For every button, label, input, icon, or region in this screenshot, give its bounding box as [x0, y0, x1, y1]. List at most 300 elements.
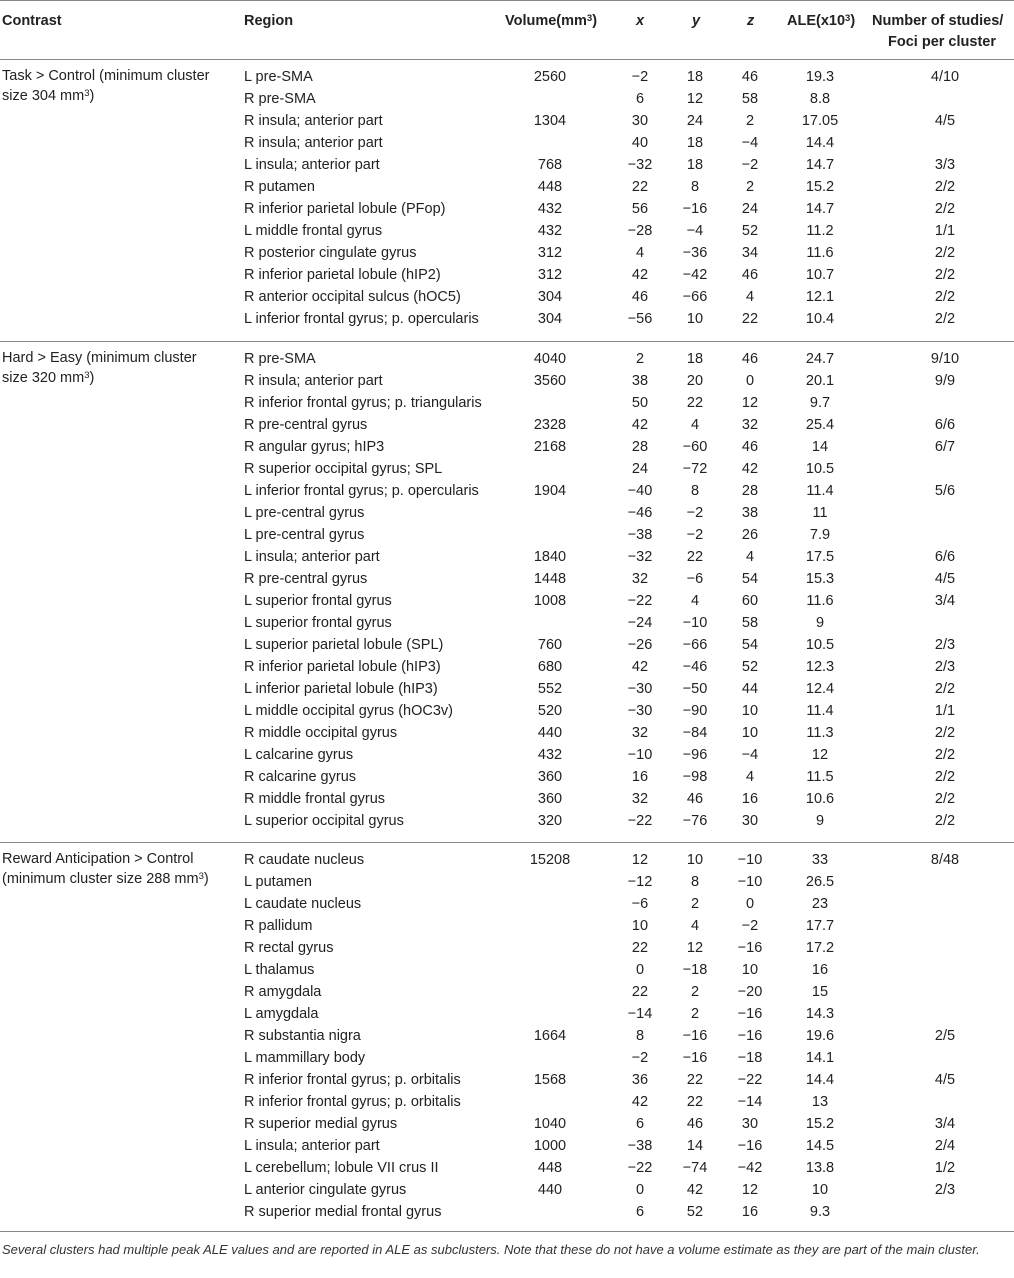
cell-studies: 3/4	[934, 1116, 956, 1132]
cell-studies: 9/9	[934, 373, 956, 389]
cell-volume: 440	[537, 725, 563, 741]
cell-y: −96	[682, 747, 708, 763]
cell-y: −76	[682, 813, 708, 829]
cell-region: R pre-SMA	[244, 91, 316, 107]
cell-region: L superior parietal lobule (SPL)	[244, 637, 444, 653]
cell-x: 42	[631, 267, 649, 283]
cell-x: −2	[631, 1050, 649, 1066]
cell-y: 22	[686, 549, 704, 565]
cell-x: 32	[631, 571, 649, 587]
cell-ale: 33	[811, 852, 829, 868]
cell-x: −22	[627, 813, 653, 829]
cell-y: −4	[686, 223, 704, 239]
cell-region: R pre-central gyrus	[244, 417, 368, 433]
cell-x: 22	[631, 179, 649, 195]
cell-y: −60	[682, 439, 708, 455]
cell-y: 42	[686, 1182, 704, 1198]
cell-volume: 2328	[533, 417, 567, 433]
cell-y: 2	[690, 1006, 700, 1022]
cell-volume: 1664	[533, 1028, 567, 1044]
cell-x: 36	[631, 1072, 649, 1088]
cell-x: 46	[631, 289, 649, 305]
cell-z: 60	[741, 593, 759, 609]
cell-y: 8	[690, 874, 700, 890]
cell-studies: 2/2	[934, 813, 956, 829]
cell-ale: 10.4	[805, 311, 835, 327]
cell-volume: 320	[537, 813, 563, 829]
cell-ale: 15	[811, 984, 829, 1000]
cell-volume: 312	[537, 245, 563, 261]
top-rule	[0, 0, 1014, 1]
header-y: y	[692, 13, 701, 29]
cell-y: −16	[682, 1028, 708, 1044]
cell-studies: 2/2	[934, 725, 956, 741]
cell-studies: 9/10	[930, 351, 960, 367]
cell-region: L middle frontal gyrus	[244, 223, 383, 239]
cell-studies: 2/2	[934, 747, 956, 763]
cell-studies: 2/2	[934, 267, 956, 283]
cell-y: 18	[686, 351, 704, 367]
cell-volume: 2168	[533, 439, 567, 455]
cell-region: R amygdala	[244, 984, 322, 1000]
cell-z: 4	[745, 289, 755, 305]
cell-region: L insula; anterior part	[244, 549, 380, 565]
cell-region: L inferior frontal gyrus; p. opercularis	[244, 483, 479, 499]
cell-ale: 12.4	[805, 681, 835, 697]
cell-ale: 19.6	[805, 1028, 835, 1044]
cell-y: −16	[682, 1050, 708, 1066]
cell-x: 42	[631, 417, 649, 433]
cell-studies: 2/5	[934, 1028, 956, 1044]
cell-region: R middle occipital gyrus	[244, 725, 398, 741]
cell-z: 38	[741, 505, 759, 521]
cell-x: 16	[631, 769, 649, 785]
cell-z: −4	[741, 135, 759, 151]
cell-ale: 17.05	[801, 113, 839, 129]
cell-z: 54	[741, 637, 759, 653]
cell-z: −18	[737, 1050, 763, 1066]
cell-region: R putamen	[244, 179, 315, 195]
contrast-label-line2: (minimum cluster size 288 $mm^3$)	[2, 870, 209, 887]
cell-studies: 3/3	[934, 157, 956, 173]
cell-region: L pre-SMA	[244, 69, 313, 85]
cell-studies: 2/2	[934, 769, 956, 785]
cell-ale: 11.6	[806, 245, 834, 261]
cell-x: −32	[627, 157, 653, 173]
cell-x: 56	[631, 201, 649, 217]
cell-z: 22	[741, 311, 759, 327]
cell-region: R inferior parietal lobule (PFop)	[244, 201, 446, 217]
cell-x: −28	[627, 223, 653, 239]
cell-studies: 2/3	[934, 1182, 956, 1198]
cell-region: L caudate nucleus	[244, 896, 362, 912]
cell-studies: 2/3	[934, 637, 956, 653]
cell-volume: 3560	[533, 373, 567, 389]
cell-region: R angular gyrus; hIP3	[244, 439, 385, 455]
cell-y: 4	[690, 593, 700, 609]
cell-studies: 1/1	[934, 223, 956, 239]
cell-y: 2	[690, 984, 700, 1000]
cell-region: R caudate nucleus	[244, 852, 365, 868]
contrast-label	[2, 66, 232, 106]
cell-volume: 440	[537, 1182, 563, 1198]
cell-z: 10	[741, 703, 759, 719]
cell-studies: 2/2	[934, 681, 956, 697]
cell-ale: 26.5	[805, 874, 835, 890]
cell-x: 6	[635, 1116, 645, 1132]
cell-region: R inferior frontal gyrus; p. triangularis	[244, 395, 482, 411]
contrast-label-line2: size 320 $mm^3$)	[2, 369, 95, 386]
cell-z: 44	[741, 681, 759, 697]
cell-x: 8	[635, 1028, 645, 1044]
cell-region: L middle occipital gyrus (hOC3v)	[244, 703, 453, 719]
bottom-rule	[0, 1231, 1014, 1232]
cell-x: −26	[627, 637, 653, 653]
cell-y: −36	[682, 245, 708, 261]
cell-region: R superior medial gyrus	[244, 1116, 398, 1132]
cell-z: 10	[741, 725, 759, 741]
cell-ale: 23	[811, 896, 829, 912]
cell-ale: 14.3	[805, 1006, 835, 1022]
cell-ale: 13.8	[805, 1160, 835, 1176]
cell-region: L calcarine gyrus	[244, 747, 354, 763]
cell-x: 2	[635, 351, 645, 367]
cell-studies: 1/2	[934, 1160, 956, 1176]
cell-region: R pre-SMA	[244, 351, 316, 367]
cell-ale: 15.2	[805, 179, 835, 195]
cell-studies: 4/5	[934, 1072, 956, 1088]
cell-z: −16	[737, 1028, 763, 1044]
cell-z: 16	[741, 791, 759, 807]
cell-x: −30	[627, 681, 653, 697]
cell-ale: 11.6	[806, 593, 834, 609]
cell-x: −22	[627, 1160, 653, 1176]
cell-x: −22	[627, 593, 653, 609]
cell-volume: 2560	[533, 69, 567, 85]
cell-z: −10	[737, 852, 763, 868]
cell-y: 12	[686, 940, 704, 956]
cell-y: 14	[686, 1138, 704, 1154]
cell-ale: 17.5	[805, 549, 835, 565]
cell-region: L superior frontal gyrus	[244, 615, 392, 631]
cell-y: 24	[686, 113, 704, 129]
header-studies-line2: Foci per cluster	[888, 34, 996, 50]
cell-ale: 19.3	[805, 69, 835, 85]
cell-z: 0	[745, 373, 755, 389]
header-contrast: Contrast	[2, 13, 62, 29]
cell-y: 4	[690, 417, 700, 433]
cell-y: −50	[682, 681, 708, 697]
cell-z: 2	[745, 113, 755, 129]
cell-y: 18	[686, 157, 704, 173]
cell-region: L cerebellum; lobule VII crus II	[244, 1160, 439, 1176]
cell-ale: 7.9	[809, 527, 831, 543]
cell-y: 52	[686, 1204, 704, 1220]
cell-z: −20	[737, 984, 763, 1000]
cell-region: L anterior cingulate gyrus	[244, 1182, 407, 1198]
cell-y: −98	[682, 769, 708, 785]
cell-ale: 11.4	[806, 483, 834, 499]
cell-region: R rectal gyrus	[244, 940, 334, 956]
cell-x: 30	[631, 113, 649, 129]
cell-z: −16	[737, 1138, 763, 1154]
cell-x: 12	[631, 852, 649, 868]
cell-ale: 16	[811, 962, 829, 978]
cell-z: 58	[741, 91, 759, 107]
contrast-label	[2, 849, 232, 889]
cell-volume: 1568	[533, 1072, 567, 1088]
cell-z: 30	[741, 813, 759, 829]
cell-volume: 304	[537, 289, 563, 305]
cell-region: R anterior occipital sulcus (hOC5)	[244, 289, 461, 305]
cell-z: 46	[741, 351, 759, 367]
cell-y: −16	[682, 201, 708, 217]
cell-ale: 15.2	[805, 1116, 835, 1132]
cell-ale: 12.1	[805, 289, 835, 305]
cell-volume: 360	[537, 791, 563, 807]
cell-x: 32	[631, 791, 649, 807]
cell-z: 46	[741, 439, 759, 455]
cell-z: 34	[741, 245, 759, 261]
cell-z: 28	[741, 483, 759, 499]
cell-y: 4	[690, 918, 700, 934]
cell-ale: 14.7	[805, 201, 835, 217]
header-region: Region	[244, 13, 294, 29]
cell-studies: 2/2	[934, 179, 956, 195]
cell-volume: 520	[537, 703, 563, 719]
cell-y: −84	[682, 725, 708, 741]
cell-volume: 1000	[533, 1138, 567, 1154]
cell-region: L thalamus	[244, 962, 315, 978]
cell-region: L inferior parietal lobule (hIP3)	[244, 681, 438, 697]
cell-region: R pallidum	[244, 918, 313, 934]
cell-region: L pre-central gyrus	[244, 505, 365, 521]
cell-volume: 680	[537, 659, 563, 675]
cell-z: 24	[741, 201, 759, 217]
cell-x: 50	[631, 395, 649, 411]
header-volume: $Volume(mm^3)$	[505, 12, 598, 29]
cell-studies: 4/5	[934, 571, 956, 587]
cell-studies: 6/6	[934, 549, 956, 565]
cell-y: −46	[682, 659, 708, 675]
cell-volume: 312	[537, 267, 563, 283]
cell-y: 18	[686, 135, 704, 151]
cell-region: R substantia nigra	[244, 1028, 361, 1044]
cell-y: −74	[682, 1160, 708, 1176]
cell-z: −42	[737, 1160, 763, 1176]
cell-volume: 1304	[533, 113, 567, 129]
cell-volume: 1448	[533, 571, 567, 587]
cell-z: −2	[741, 157, 759, 173]
cell-z: 54	[741, 571, 759, 587]
cell-ale: 25.4	[805, 417, 835, 433]
cell-region: L putamen	[244, 874, 312, 890]
cell-ale: 17.2	[805, 940, 835, 956]
cell-volume: 4040	[533, 351, 567, 367]
cell-studies: 4/10	[930, 69, 960, 85]
cell-z: 46	[741, 267, 759, 283]
cell-studies: 6/7	[934, 439, 956, 455]
cell-studies: 3/4	[934, 593, 956, 609]
contrast-label	[2, 348, 232, 388]
header-studies-line1: Number of studies/	[872, 13, 1004, 29]
cell-ale: 12	[811, 747, 829, 763]
cell-z: 2	[745, 179, 755, 195]
cell-z: −22	[737, 1072, 763, 1088]
cell-ale: 11.5	[806, 769, 834, 785]
cell-volume: 15208	[529, 852, 571, 868]
cell-z: 10	[741, 962, 759, 978]
cell-y: 10	[686, 311, 704, 327]
cell-y: 2	[690, 896, 700, 912]
cell-ale: 14.4	[805, 1072, 835, 1088]
cell-ale: 11.2	[806, 223, 834, 239]
cell-x: −12	[627, 874, 653, 890]
cell-z: 52	[741, 223, 759, 239]
cell-ale: 24.7	[805, 351, 835, 367]
cell-x: 6	[635, 91, 645, 107]
cell-ale: 10	[811, 1182, 829, 1198]
cell-ale: 13	[811, 1094, 829, 1110]
cell-volume: 432	[537, 747, 563, 763]
cell-studies: 2/2	[934, 791, 956, 807]
cell-y: −18	[682, 962, 708, 978]
group-separator-rule	[0, 842, 1014, 843]
cell-x: −38	[627, 527, 653, 543]
cell-z: −16	[737, 940, 763, 956]
cell-region: L insula; anterior part	[244, 157, 380, 173]
cell-ale: 20.1	[805, 373, 835, 389]
cell-ale: 9	[815, 615, 825, 631]
cell-x: −46	[627, 505, 653, 521]
cell-y: 10	[686, 852, 704, 868]
header-rule	[0, 59, 1014, 60]
cell-x: 42	[631, 1094, 649, 1110]
cell-x: −38	[627, 1138, 653, 1154]
cell-x: −24	[627, 615, 653, 631]
cell-x: 32	[631, 725, 649, 741]
cell-z: −4	[741, 747, 759, 763]
cell-region: L superior occipital gyrus	[244, 813, 404, 829]
cell-region: R superior medial frontal gyrus	[244, 1204, 442, 1220]
cell-region: L mammillary body	[244, 1050, 366, 1066]
cell-ale: 14.1	[805, 1050, 835, 1066]
cell-volume: 432	[537, 223, 563, 239]
cell-x: −14	[627, 1006, 653, 1022]
cell-z: 26	[741, 527, 759, 543]
cell-y: 22	[686, 1072, 704, 1088]
cell-ale: 15.3	[805, 571, 835, 587]
cell-x: 22	[631, 940, 649, 956]
cell-studies: 6/6	[934, 417, 956, 433]
cell-region: R insula; anterior part	[244, 113, 383, 129]
cell-ale: 11.3	[806, 725, 834, 741]
cell-region: L superior frontal gyrus	[244, 593, 392, 609]
cell-region: R inferior parietal lobule (hIP3)	[244, 659, 441, 675]
cell-y: −10	[682, 615, 708, 631]
cell-x: 22	[631, 984, 649, 1000]
cell-ale: 14.4	[805, 135, 835, 151]
header-x: x	[636, 13, 645, 29]
cell-z: −2	[741, 918, 759, 934]
cell-volume: 760	[537, 637, 563, 653]
cell-z: 4	[745, 769, 755, 785]
cell-region: R calcarine gyrus	[244, 769, 357, 785]
cell-y: 22	[686, 395, 704, 411]
cell-y: −42	[682, 267, 708, 283]
cell-y: −2	[686, 527, 704, 543]
header-ale: $ALE(x10^3)$	[787, 12, 856, 29]
cell-studies: 2/4	[934, 1138, 956, 1154]
cell-y: 12	[686, 91, 704, 107]
cell-z: 32	[741, 417, 759, 433]
contrast-label-line1: Reward Anticipation > Control	[2, 851, 194, 867]
cell-z: −10	[737, 874, 763, 890]
cell-region: R insula; anterior part	[244, 373, 383, 389]
cell-volume: 768	[537, 157, 563, 173]
cell-x: 42	[631, 659, 649, 675]
cell-studies: 1/1	[934, 703, 956, 719]
cell-region: L amygdala	[244, 1006, 319, 1022]
cell-region: R insula; anterior part	[244, 135, 383, 151]
cell-x: 28	[631, 439, 649, 455]
cell-y: −6	[686, 571, 704, 587]
cell-z: −14	[737, 1094, 763, 1110]
cell-studies: 2/2	[934, 245, 956, 261]
cell-y: 46	[686, 791, 704, 807]
cell-x: 0	[635, 962, 645, 978]
cell-x: −6	[631, 896, 649, 912]
cell-ale: 11	[812, 505, 828, 521]
cell-z: 42	[741, 461, 759, 477]
cell-volume: 1008	[533, 593, 567, 609]
cell-region: R superior occipital gyrus; SPL	[244, 461, 443, 477]
contrast-label-line2: size 304 $mm^3$)	[2, 87, 95, 104]
cell-studies: 8/48	[930, 852, 960, 868]
cell-studies: 2/2	[934, 201, 956, 217]
cell-region: R pre-central gyrus	[244, 571, 368, 587]
cell-x: −32	[627, 549, 653, 565]
cell-y: −2	[686, 505, 704, 521]
cell-ale: 12.3	[805, 659, 835, 675]
cell-ale: 9.7	[809, 395, 831, 411]
cell-y: 20	[686, 373, 704, 389]
cell-x: −30	[627, 703, 653, 719]
cell-region: R inferior parietal lobule (hIP2)	[244, 267, 441, 283]
cell-ale: 14.7	[805, 157, 835, 173]
cell-x: 6	[635, 1204, 645, 1220]
cell-z: 58	[741, 615, 759, 631]
table-footnote: Several clusters had multiple peak ALE values and are reported in ALE as subclusters. Note that these do not have a volume estimate as they are part of the main cluster.	[2, 1242, 980, 1257]
cell-y: −72	[682, 461, 708, 477]
cell-ale: 14.5	[805, 1138, 835, 1154]
cell-volume: 304	[537, 311, 563, 327]
cell-region: L inferior frontal gyrus; p. opercularis	[244, 311, 479, 327]
cell-region: R inferior frontal gyrus; p. orbitalis	[244, 1094, 461, 1110]
cell-z: −16	[737, 1006, 763, 1022]
cell-studies: 2/3	[934, 659, 956, 675]
cell-y: 22	[686, 1094, 704, 1110]
cell-volume: 1040	[533, 1116, 567, 1132]
group-separator-rule	[0, 341, 1014, 342]
cell-y: −66	[682, 637, 708, 653]
cell-z: 30	[741, 1116, 759, 1132]
cell-y: −66	[682, 289, 708, 305]
cell-x: 24	[631, 461, 649, 477]
cell-volume: 448	[537, 1160, 563, 1176]
cell-region: R posterior cingulate gyrus	[244, 245, 417, 261]
cell-z: 16	[741, 1204, 759, 1220]
